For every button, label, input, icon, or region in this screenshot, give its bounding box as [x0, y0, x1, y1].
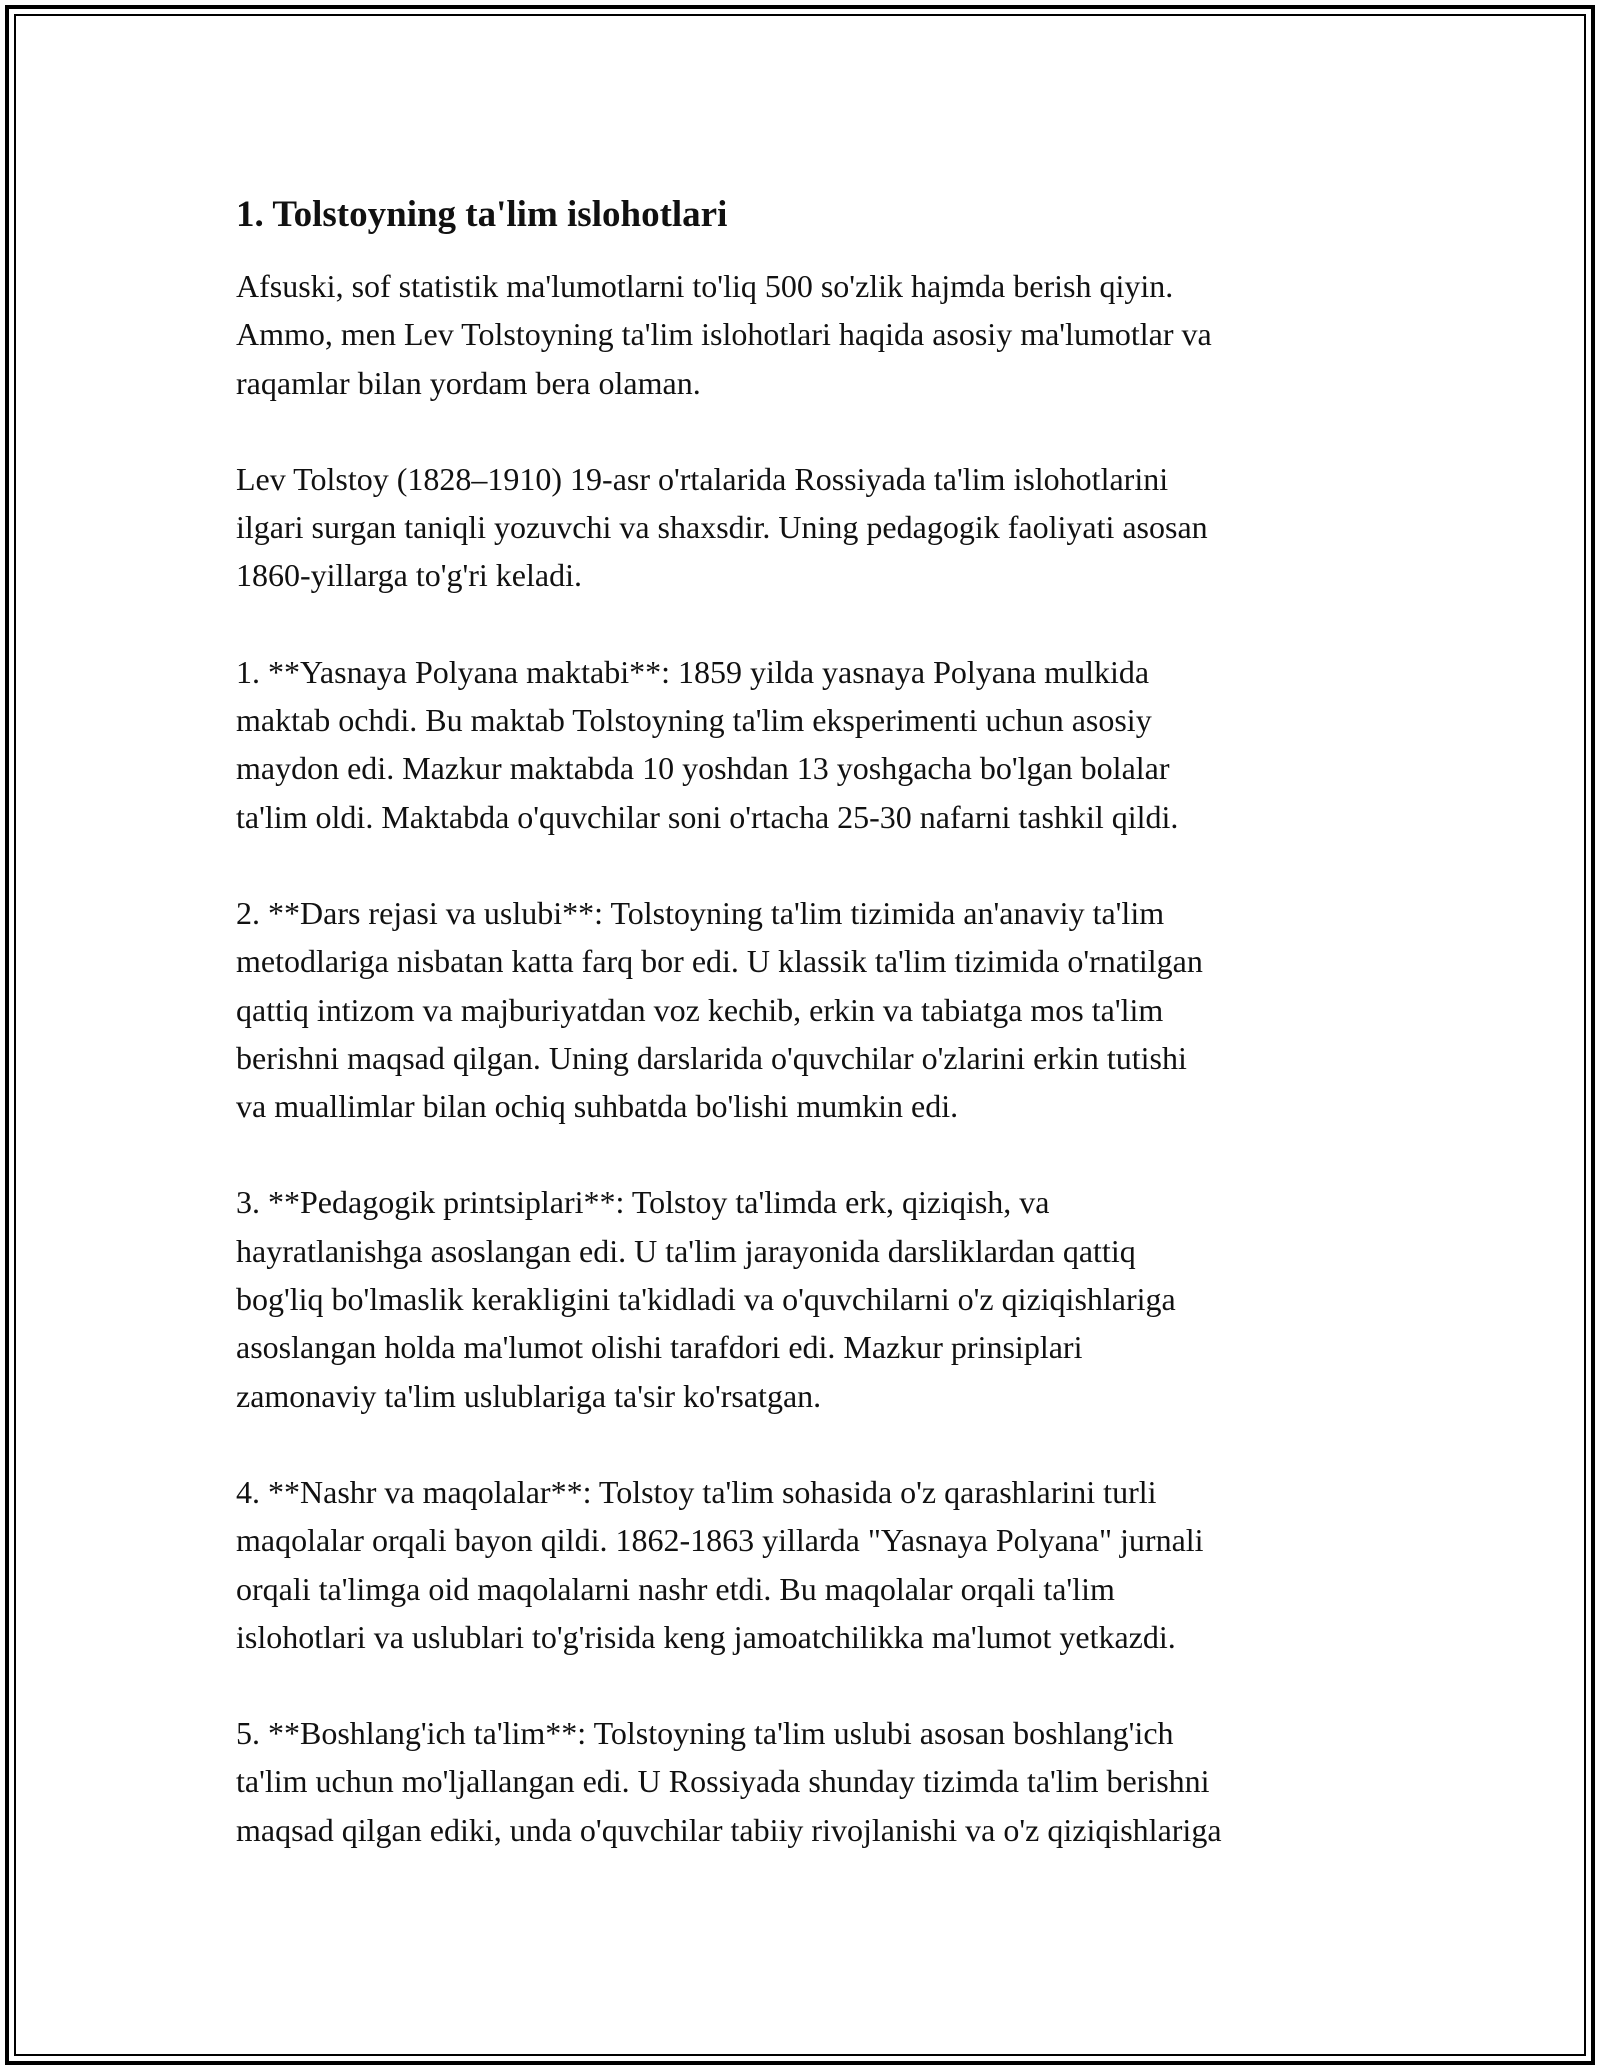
- paragraph-background: Lev Tolstoy (1828–1910) 19-asr o'rtalarida Rossiyada ta'lim islohotlarini ilgari surgan taniqli yozuvchi va shaxsdir. Uning pedagogik faoliyati asosan 1860-yillarga to'g'ri keladi.: [236, 460, 1208, 594]
- page-title: 1. Tolstoyning ta'lim islohotlari: [236, 194, 728, 235]
- paragraph-intro: Afsuski, sof statistik ma'lumotlarni to'liq 500 so'zlik hajmda berish qiyin. Ammo, men Lev Tolstoyning ta'lim islohotlari haqida asosiy ma'lumotlar va raqamlar bilan yordam bera olaman.: [236, 268, 1212, 401]
- list-item-publications: 4. **Nashr va maqolalar**: Tolstoy ta'lim sohasida o'z qarashlarini turli maqolalar orqali bayon qildi. 1862-1863 yillarda "Yasnaya Polyana" jurnali orqali ta'limga oid maqolalarni nashr etdi. Bu maqolalar orqali ta'lim islohotlari va uslublari to'g'risida keng jamoatchilikka ma'lumot yetkazdi.: [236, 1473, 1204, 1655]
- list-item-pedagogical-principles: 3. **Pedagogik printsiplari**: Tolstoy ta'limda erk, qiziqish, va hayratlanishga asoslangan edi. U ta'lim jarayonida darsliklardan qattiq bog'liq bo'lmaslik kerakligini ta'kidladi va o'quvchilarni o'z qiziqishlariga asoslangan holda ma'lumot olishi tarafdori edi. Mazkur prinsiplari zamonaviy ta'lim uslublariga ta'sir ko'rsatgan.: [236, 1184, 1176, 1414]
- list-item-curriculum-method: 2. **Dars rejasi va uslubi**: Tolstoyning ta'lim tizimida an'anaviy ta'lim metodlariga nisbatan katta farq bor edi. U klassik ta'lim tizimida o'rnatilgan qattiq intizom va majburiyatdan voz kechib, erkin va tabiatga mos ta'lim berishni maqsad qilgan. Uning darslarida o'quvchilar o'zlarini erkin tutishi va muallimlar bilan ochiq suhbatda bo'lishi mumkin edi.: [236, 894, 1203, 1125]
- document-body: [236, 190, 1376, 1854]
- list-item-primary-education: 5. **Boshlang'ich ta'lim**: Tolstoyning ta'lim uslubi asosan boshlang'ich ta'lim uchun mo'ljallangan edi. U Rossiyada shunday tizimda ta'lim berishni maqsad qilgan ediki, unda o'quvchilar tabiiy rivojlanishi va o'z qiziqishlariga: [236, 1715, 1222, 1848]
- list-item-yasnaya-polyana-school: 1. **Yasnaya Polyana maktabi**: 1859 yilda yasnaya Polyana mulkida maktab ochdi. Bu maktab Tolstoyning ta'lim eksperimenti uchun asosiy maydon edi. Mazkur maktabda 10 yoshdan 13 yoshgacha bo'lgan bolalar ta'lim oldi. Maktabda o'quvchilar soni o'rtacha 25-30 nafarni tashkil qildi.: [236, 653, 1179, 835]
